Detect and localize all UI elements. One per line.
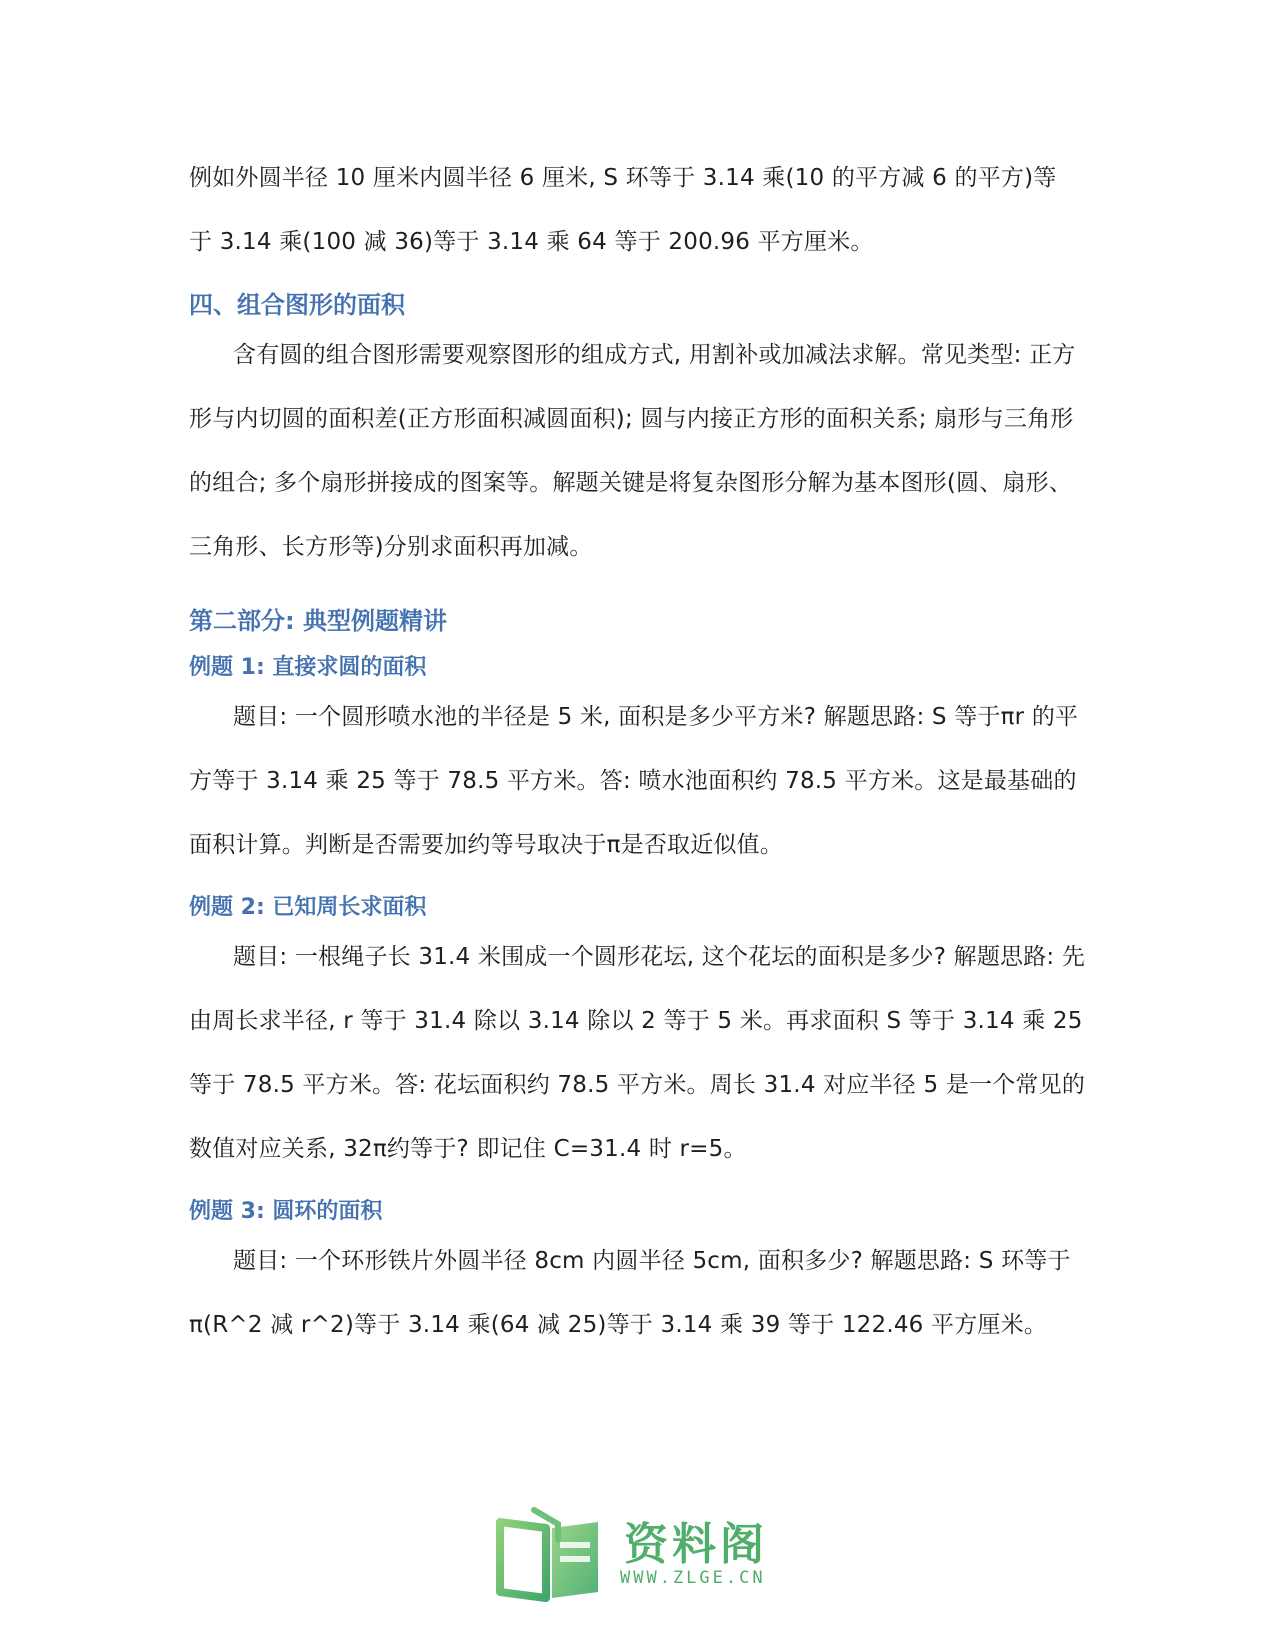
- example-2-heading: 例题 2: 已知周长求面积: [189, 895, 427, 920]
- example-3-heading: 例题 3: 圆环的面积: [189, 1199, 383, 1224]
- section-4-paragraph: 含有圆的组合图形需要观察图形的组成方式, 用割补或加减法求解。常见类型: 正方形与内切圆的面积差(正方形面积减圆面积); 圆与内接正方形的面积关系; 扇形与三角形的组合; 多个扇形拼接成的图案等。解题关键是将复杂图形分解为基本图形(圆、扇形、三角形、长方形等)分别求面积再加减。: [189, 342, 1076, 560]
- example-3-paragraph: 题目: 一个环形铁片外圆半径 8cm 内圆半径 5cm, 面积多少? 解题思路: S 环等于π(R^2 减 r^2)等于 3.14 乘(64 减 25)等于 3.14 乘 39 等于 122.46 平方厘米。: [189, 1248, 1071, 1338]
- example-1-paragraph: 题目: 一个圆形喷水池的半径是 5 米, 面积是多少平方米? 解题思路: S 等于πr 的平方等于 3.14 乘 25 等于 78.5 平方米。答: 喷水池面积约 78.5 平方米。这是最基础的面积计算。判断是否需要加约等号取决于π是否取近似值。: [189, 704, 1079, 858]
- example-2-paragraph: 题目: 一根绳子长 31.4 米围成一个圆形花坛, 这个花坛的面积是多少? 解题思路: 先由周长求半径, r 等于 31.4 除以 3.14 除以 2 等于 5 米。再求面积 S 等于 3.14 乘 25 等于 78.5 平方米。答: 花坛面积约 78.5 平方米。周长 31.4 对应半径 5 是一个常见的数值对应关系, 32π约等于? 即记住 C=31.4 时 r=5。: [189, 944, 1086, 1162]
- intro-line-1: 例如外圆半径 10 厘米内圆半径 6 厘米, S 环等于 3.14 乘(10 的平方减 6 的平方)等: [189, 165, 1057, 191]
- document-body: [189, 146, 1089, 1357]
- part-2-heading: 第二部分: 典型例题精讲: [189, 607, 447, 635]
- open-book-icon: [494, 1506, 614, 1602]
- section-heading-4: 四、组合图形的面积: [189, 291, 405, 319]
- intro-line-2: 于 3.14 乘(100 减 36)等于 3.14 乘 64 等于 200.96 平方厘米。: [189, 229, 874, 255]
- example-1-heading: 例题 1: 直接求圆的面积: [189, 655, 427, 680]
- logo-url: WWW.ZLGE.CN: [620, 1568, 766, 1588]
- site-logo: [494, 1506, 794, 1602]
- logo-name: 资料阁: [624, 1519, 768, 1570]
- intro-paragraph: [189, 146, 1089, 274]
